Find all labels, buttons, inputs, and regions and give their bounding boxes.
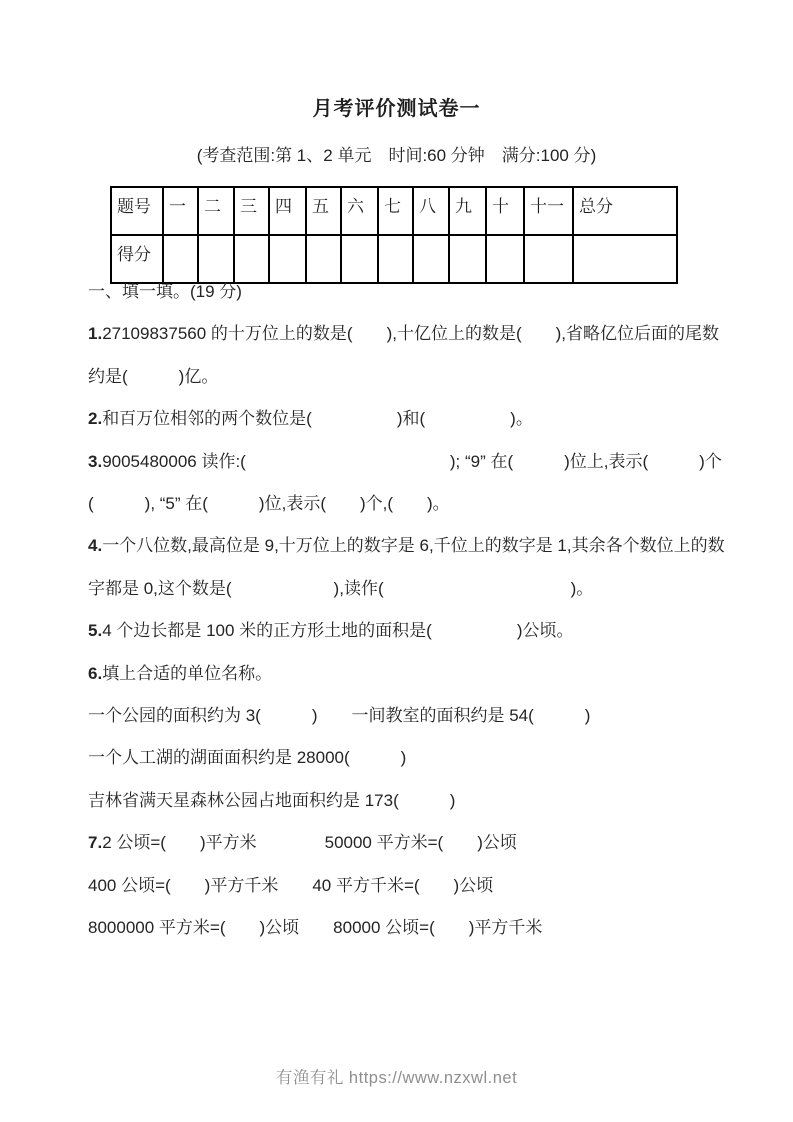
question-line [88,313,788,355]
question-line [88,525,788,567]
question-line [88,865,788,907]
question-number-cell: 八 [413,187,449,235]
question-text: 约是( )亿。 [88,366,219,386]
questions-section [88,271,788,950]
question-line [88,441,788,483]
question-line [88,610,788,652]
question-number-cell: 一 [163,187,198,235]
question-text: ( ), “5” 在( )位,表示( )个,( )。 [88,494,450,514]
section-heading: 一、填一填。(19 分) [88,282,242,301]
question-text: 400 公顷=( )平方千米 40 平方千米=( )公顷 [88,875,494,895]
question-line [88,780,788,822]
question-text: 2 公顷=( )平方米 50000 平方米=( )公顷 [102,833,517,853]
question-line [88,695,788,737]
question-number-cell: 五 [306,187,341,235]
question-text: 27109837560 的十万位上的数是( ),十亿位上的数是( ),省略亿位后面的尾数 [102,324,720,344]
question-text: 字都是 0,这个数是( ),读作( )。 [88,578,594,598]
question-line [88,822,788,864]
question-number: 3. [88,451,103,471]
question-text: 8000000 平方米=( )公顷 80000 公顷=( )平方千米 [88,918,543,938]
question-text: 一个人工湖的湖面面积约是 28000( ) [88,748,407,768]
exam-scope-info: (考查范围:第 1、2 单元 时间:60 分钟 满分:100 分) [196,146,597,165]
total-score-header-cell: 总分 [573,187,677,235]
question-number-cell: 四 [269,187,306,235]
question-number-cell: 十一 [524,187,573,235]
question-number: 2. [88,409,103,429]
score-table [110,186,678,284]
question-number-cell: 六 [341,187,378,235]
question-number-cell: 三 [234,187,269,235]
question-number-cell: 九 [449,187,486,235]
question-number-cell: 七 [378,187,413,235]
question-number-cell: 十 [486,187,524,235]
question-number-row [111,187,677,235]
question-number: 4. [88,536,103,556]
question-number: 5. [88,621,103,641]
question-text: 吉林省满天星森林公园占地面积约是 173( ) [88,790,456,810]
score-label: 得分 [111,235,163,283]
question-line [88,356,788,398]
question-number: 7. [88,833,103,853]
question-line [88,483,788,525]
question-number: 1. [88,324,103,344]
question-line [88,653,788,695]
question-text: 9005480006 读作:( ); “9” 在( )位上,表示( )个 [102,451,722,471]
question-line [88,907,788,949]
page-title: 月考评价测试卷一 [312,98,481,120]
question-line [88,398,788,440]
question-number-cell: 二 [198,187,234,235]
question-number: 6. [88,663,103,683]
question-text: 一个八位数,最高位是 9,十万位上的数字是 6,千位上的数字是 1,其余各个数位上的数 [102,536,725,556]
question-text: 一个公园的面积约为 3( ) 一间教室的面积约是 54( ) [88,706,591,726]
question-number-label: 题号 [111,187,163,235]
question-line [88,737,788,779]
footer-watermark: 有渔有礼 https://www.nzxwl.net [275,1069,518,1087]
question-text: 4 个边长都是 100 米的正方形土地的面积是( )公顷。 [102,621,574,641]
question-text: 和百万位相邻的两个数位是( )和( )。 [102,409,533,429]
question-line [88,568,788,610]
question-text: 填上合适的单位名称。 [102,663,273,683]
